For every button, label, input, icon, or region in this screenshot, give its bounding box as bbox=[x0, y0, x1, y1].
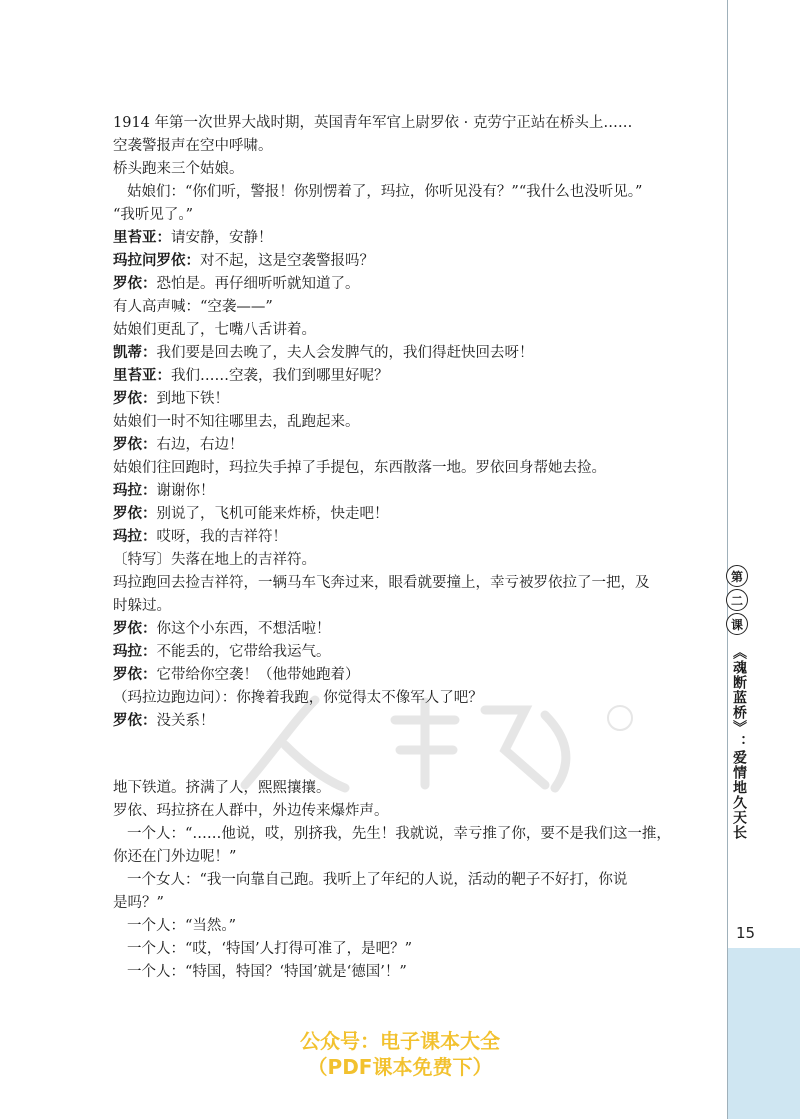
text-line bbox=[113, 250, 703, 273]
speaker-label: 罗依： bbox=[113, 391, 157, 407]
text-line bbox=[113, 319, 703, 342]
text-line bbox=[113, 710, 703, 733]
line-text: （玛拉边跑边问）：你搀着我跑，你觉得太不像军人了吧？ bbox=[113, 690, 483, 706]
footer-notice bbox=[0, 1028, 800, 1080]
line-text: 不能丢的，它带给我运气。 bbox=[156, 644, 331, 660]
text-line bbox=[113, 664, 703, 687]
line-text: 有人高声喊：“空袭——” bbox=[113, 299, 273, 315]
text-line bbox=[113, 411, 703, 434]
text-line bbox=[113, 135, 703, 158]
line-text: 右边，右边！ bbox=[156, 437, 244, 453]
speaker-label: 罗依： bbox=[113, 437, 157, 453]
line-text: 对不起，这是空袭警报吗？ bbox=[200, 253, 374, 269]
line-text: 一个人：“……他说，哎，别挤我，先生！我就说，幸亏推了你，要不是我们这一推， bbox=[127, 826, 671, 842]
line-text: 它带给你空袭！（他带她跑着） bbox=[156, 667, 360, 683]
lesson-tab bbox=[726, 565, 748, 635]
speaker-label: 罗依： bbox=[113, 506, 157, 522]
text-line bbox=[113, 595, 703, 618]
page-sidebar bbox=[727, 0, 800, 1119]
line-text: 一个人：“特国，特国？‘特国’就是‘德国’！” bbox=[127, 964, 407, 980]
text-line bbox=[113, 938, 703, 961]
script-text bbox=[113, 112, 703, 984]
text-line bbox=[113, 365, 703, 388]
lesson-title: 《魂断蓝桥》：爱情地久天长 bbox=[731, 645, 747, 840]
text-line bbox=[113, 204, 703, 227]
footer-line-2: （PDF课本免费下） bbox=[307, 1055, 493, 1079]
speaker-label: 罗依： bbox=[113, 276, 157, 292]
text-line bbox=[113, 777, 703, 800]
line-text: 请安静，安静！ bbox=[171, 230, 273, 246]
text-line bbox=[113, 961, 703, 984]
lesson-char-1: 第 bbox=[726, 565, 748, 587]
speaker-label: 玛拉： bbox=[113, 644, 157, 660]
speaker-label: 玛拉： bbox=[113, 483, 157, 499]
speaker-label: 罗依： bbox=[113, 713, 157, 729]
text-line bbox=[113, 892, 703, 915]
text-line bbox=[113, 342, 703, 365]
text-line bbox=[113, 457, 703, 480]
text-line bbox=[113, 296, 703, 319]
text-line bbox=[113, 112, 703, 135]
line-text: 恐怕是。再仔细听听就知道了。 bbox=[156, 276, 360, 292]
text-line bbox=[113, 503, 703, 526]
line-text: 姑娘们一时不知往哪里去，乱跑起来。 bbox=[113, 414, 360, 430]
text-line bbox=[113, 227, 703, 250]
line-text: 我们……空袭，我们到哪里好呢？ bbox=[171, 368, 389, 384]
text-line bbox=[113, 480, 703, 503]
text-line bbox=[113, 846, 703, 869]
line-text: 别说了，飞机可能来炸桥，快走吧！ bbox=[156, 506, 389, 522]
line-text: 姑娘们：“你们听，警报！你别愣着了，玛拉，你听见没有？”“我什么也没听见。” bbox=[127, 184, 643, 200]
text-line bbox=[113, 181, 703, 204]
line-text: 一个人：“当然。” bbox=[127, 918, 237, 934]
text-line bbox=[113, 641, 703, 664]
line-text: 谢谢你！ bbox=[156, 483, 215, 499]
text-line bbox=[113, 618, 703, 641]
lesson-char-3: 课 bbox=[726, 613, 748, 635]
text-line bbox=[113, 526, 703, 549]
text-line bbox=[113, 869, 703, 892]
line-text: 一个女人：“我一向靠自己跑。我听上了年纪的人说，活动的靶子不好打，你说 bbox=[127, 872, 628, 888]
text-line bbox=[113, 549, 703, 572]
line-text: 你还在门外边呢！” bbox=[113, 849, 237, 865]
line-text: 是吗？” bbox=[113, 895, 164, 911]
line-text: 哎呀，我的吉祥符！ bbox=[156, 529, 287, 545]
speaker-label: 玛拉问罗依： bbox=[113, 253, 200, 269]
speaker-label: 里苔亚： bbox=[113, 368, 171, 384]
line-text: 到地下铁！ bbox=[156, 391, 229, 407]
text-line bbox=[113, 572, 703, 595]
page-number: 15 bbox=[736, 924, 756, 942]
text-line bbox=[113, 434, 703, 457]
line-text: 时躲过。 bbox=[113, 598, 171, 614]
line-text: 玛拉跑回去捡吉祥符，一辆马车飞奔过来，眼看就要撞上，幸亏被罗依拉了一把，及 bbox=[113, 575, 650, 591]
line-text: 我们要是回去晚了，夫人会发脾气的，我们得赶快回去呀！ bbox=[156, 345, 534, 361]
line-text: 你这个小东西，不想活啦！ bbox=[156, 621, 331, 637]
speaker-label: 罗依： bbox=[113, 621, 157, 637]
footer-line-1: 公众号：电子课本大全 bbox=[300, 1029, 500, 1053]
line-text: 〔特写〕失落在地上的吉祥符。 bbox=[113, 552, 316, 568]
line-text: 1914 年第一次世界大战时期，英国青年军官上尉罗依 · 克劳宁正站在桥头上…… bbox=[113, 115, 633, 131]
speaker-label: 玛拉： bbox=[113, 529, 157, 545]
text-line bbox=[113, 273, 703, 296]
line-text: 姑娘们往回跑时，玛拉失手掉了手提包，东西散落一地。罗依回身帮她去捡。 bbox=[113, 460, 606, 476]
line-text: 罗依、玛拉挤在人群中，外边传来爆炸声。 bbox=[113, 803, 389, 819]
text-line bbox=[113, 388, 703, 411]
text-line bbox=[113, 915, 703, 938]
line-text: 一个人：“哎，‘特国’人打得可准了，是吧？” bbox=[127, 941, 413, 957]
lesson-char-2: 二 bbox=[726, 589, 748, 611]
line-text: 地下铁道。挤满了人，熙熙攘攘。 bbox=[113, 780, 331, 796]
line-text: 姑娘们更乱了，七嘴八舌讲着。 bbox=[113, 322, 316, 338]
speaker-label: 凯蒂： bbox=[113, 345, 157, 361]
line-text: 空袭警报声在空中呼啸。 bbox=[113, 138, 273, 154]
line-text: 没关系！ bbox=[156, 713, 215, 729]
text-line bbox=[113, 823, 703, 846]
text-line bbox=[113, 800, 703, 823]
line-text: “我听见了。” bbox=[113, 207, 194, 223]
section-gap bbox=[113, 733, 703, 777]
text-line bbox=[113, 687, 703, 710]
speaker-label: 里苔亚： bbox=[113, 230, 171, 246]
speaker-label: 罗依： bbox=[113, 667, 157, 683]
line-text: 桥头跑来三个姑娘。 bbox=[113, 161, 244, 177]
text-line bbox=[113, 158, 703, 181]
